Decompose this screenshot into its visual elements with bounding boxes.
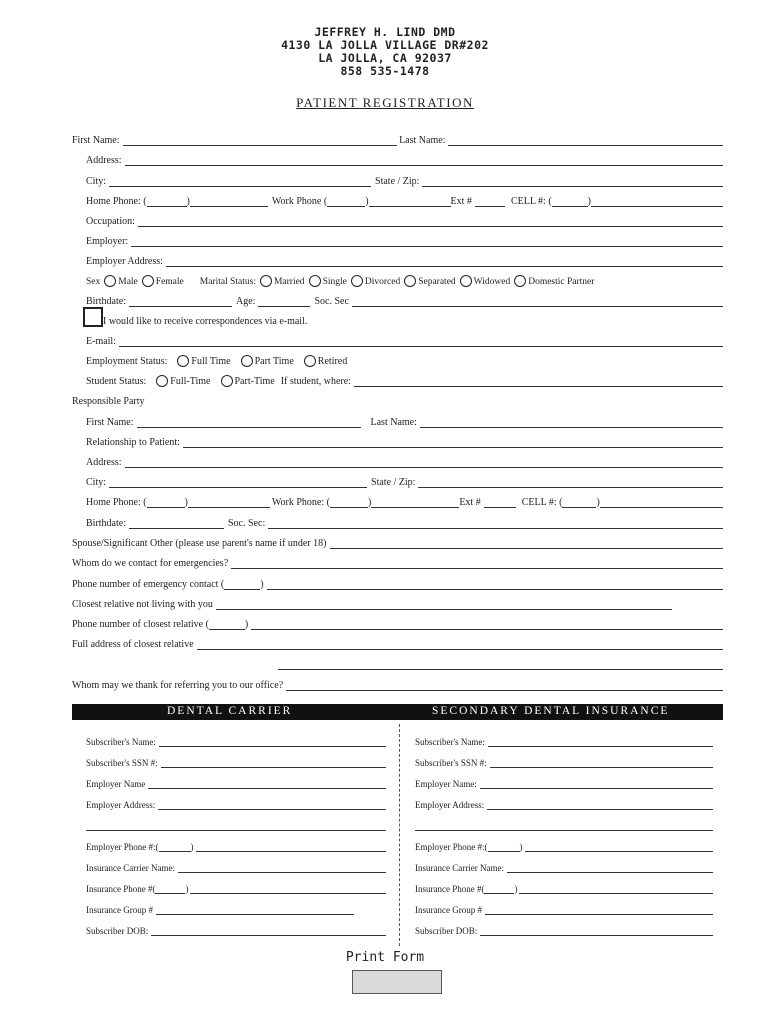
home-phone-area[interactable] (147, 196, 187, 207)
row-si-employer-phone: Employer Phone #:( ) (415, 838, 713, 852)
rp-home-phone-field[interactable] (188, 497, 270, 508)
address-label: Address: (86, 155, 122, 166)
row-emergency-contact (72, 555, 723, 569)
occupation-field[interactable] (138, 216, 723, 227)
email-label: E-mail: (86, 336, 116, 347)
single-label: Single (322, 277, 347, 287)
rp-work-phone-area[interactable] (330, 497, 368, 508)
dental-carrier-heading: DENTAL CARRIER (167, 705, 293, 717)
si-employer-name-label: Employer Name: (415, 779, 477, 789)
row-referral (72, 677, 723, 691)
si-carrier-name-label: Insurance Carrier Name: (415, 863, 504, 873)
secondary-insurance-heading: SECONDARY DENTAL INSURANCE (432, 705, 670, 717)
row-pi-carrier-name (86, 859, 386, 873)
si-employer-address-label: Employer Address: (415, 800, 485, 810)
pi-subscriber-dob-label: Subscriber DOB: (86, 926, 149, 936)
row-address (86, 152, 723, 166)
row-patient-name (72, 132, 723, 146)
rp-birthdate-label: Birthdate: (86, 518, 126, 529)
pi-employer-address-label: Employer Address: (86, 800, 156, 810)
spouse-field[interactable] (330, 538, 723, 549)
si-insurance-phone-label: Insurance Phone #( (415, 884, 485, 894)
row-pi-subscriber-ssn (86, 754, 386, 768)
email-opt-in-checkbox[interactable] (83, 307, 103, 327)
ext-label: Ext # (450, 196, 472, 207)
rp-cell-label: CELL #: ( (521, 497, 563, 508)
si-subscriber-ssn-field[interactable] (490, 757, 713, 768)
rp-work-phone-label: Work Phone: ( (271, 497, 330, 508)
student-full-time-label: Full-Time (170, 376, 211, 387)
last-name-field[interactable] (448, 135, 723, 146)
row-rp-relationship (86, 434, 723, 448)
work-phone-area[interactable] (327, 196, 365, 207)
pi-employer-name-field[interactable] (148, 778, 386, 789)
domestic-partner-radio[interactable] (514, 275, 526, 287)
row-si-subscriber-name (415, 733, 713, 747)
pi-subscriber-ssn-label: Subscriber's SSN #: (86, 758, 158, 768)
relative-address-label: Full address of closest relative (72, 639, 194, 650)
row-closest-relative (72, 596, 672, 610)
employer-label: Employer: (86, 236, 129, 247)
row-pi-employer-address-2 (86, 817, 386, 831)
student-full-time-radio[interactable] (156, 375, 168, 387)
first-name-label: First Name: (72, 135, 120, 146)
print-form-button[interactable] (352, 970, 442, 994)
closest-relative-label: Closest relative not living with you (72, 599, 213, 610)
row-rp-address (86, 454, 723, 468)
city-field[interactable] (109, 176, 371, 187)
male-radio[interactable] (104, 275, 116, 287)
si-employer-phone-label: Employer Phone #:( (415, 842, 488, 852)
row-spouse (72, 535, 723, 549)
row-city (86, 173, 723, 187)
soc-sec-field[interactable] (352, 296, 723, 307)
female-radio[interactable] (142, 275, 154, 287)
row-si-subscriber-ssn (415, 754, 713, 768)
divorced-label: Divorced (364, 277, 401, 287)
row-si-employer-name (415, 775, 713, 789)
separated-radio[interactable] (404, 275, 416, 287)
emergency-phone-area[interactable] (224, 579, 260, 590)
row-pi-insurance-phone: Insurance Phone #( ) (86, 880, 386, 894)
row-pi-employer-address (86, 796, 386, 810)
pi-insurance-phone-label: Insurance Phone #( (86, 884, 156, 894)
rp-address-field[interactable] (125, 457, 723, 468)
employer-address-label: Employer Address: (86, 256, 163, 267)
rp-work-phone-field[interactable] (371, 497, 459, 508)
pi-subscriber-ssn-field[interactable] (161, 757, 386, 768)
si-subscriber-dob-label: Subscriber DOB: (415, 926, 478, 936)
relative-address-field[interactable] (197, 639, 723, 650)
rp-home-phone-area[interactable] (147, 497, 185, 508)
practice-street: 4130 LA JOLLA VILLAGE DR#202 (281, 38, 489, 52)
if-student-label: If student, where: (280, 376, 351, 387)
row-rp-city (86, 474, 723, 488)
address-field[interactable] (125, 155, 723, 166)
pi-employer-address-field[interactable] (158, 799, 386, 810)
state-zip-field[interactable] (422, 176, 723, 187)
si-employer-phone-field[interactable] (525, 841, 714, 852)
domestic-partner-label: Domestic Partner (528, 277, 595, 287)
home-phone-field[interactable] (190, 196, 268, 207)
row-birthdate (86, 293, 723, 307)
referral-field[interactable] (286, 680, 723, 691)
widowed-label: Widowed (473, 277, 511, 287)
relative-phone-label: Phone number of closest relative ( (72, 619, 209, 630)
part-time-label: Part Time (254, 356, 294, 367)
responsible-party-heading: Responsible Party (72, 396, 145, 407)
rp-state-zip-label: State / Zip: (371, 477, 416, 488)
employment-status-label: Employment Status: (86, 356, 168, 367)
insurance-header-band (72, 704, 723, 720)
emergency-contact-label: Whom do we contact for emergencies? (72, 558, 229, 569)
separated-label: Separated (418, 277, 456, 287)
row-si-employer-address (415, 796, 713, 810)
row-employment-status (86, 353, 347, 367)
rp-cell-field[interactable] (600, 497, 723, 508)
student-part-time-radio[interactable] (221, 375, 233, 387)
si-insurance-group-label: Insurance Group # (415, 905, 482, 915)
pi-subscriber-dob-field[interactable] (151, 925, 386, 936)
insurance-column-divider (399, 724, 400, 946)
first-name-field[interactable] (123, 135, 398, 146)
rp-home-phone-label: Home Phone: ( (86, 497, 147, 508)
si-insurance-phone-area[interactable] (484, 883, 514, 894)
cell-field[interactable] (591, 196, 723, 207)
referral-label: Whom may we thank for referring you to our office? (72, 680, 284, 691)
part-time-radio[interactable] (241, 355, 253, 367)
row-phones: Home Phone: ( ) Work Phone ( ) Ext # CELL #: ( ) (86, 193, 723, 207)
rp-state-zip-field[interactable] (418, 477, 723, 488)
rp-last-name-field[interactable] (420, 417, 723, 428)
row-si-employer-address-2 (415, 817, 713, 831)
row-si-insurance-group (415, 901, 713, 915)
rp-city-field[interactable] (109, 477, 367, 488)
practice-header (0, 26, 770, 78)
row-sex-marital (86, 273, 726, 287)
emergency-phone-label: Phone number of emergency contact ( (72, 579, 225, 590)
si-insurance-group-field[interactable] (485, 904, 713, 915)
divorced-radio[interactable] (351, 275, 363, 287)
age-label: Age: (236, 296, 256, 307)
si-subscriber-dob-field[interactable] (480, 925, 713, 936)
full-time-radio[interactable] (177, 355, 189, 367)
row-employer (86, 233, 723, 247)
si-subscriber-ssn-label: Subscriber's SSN #: (415, 758, 487, 768)
practice-city: LA JOLLA, CA 92037 (318, 51, 452, 65)
emergency-contact-field[interactable] (231, 558, 723, 569)
practice-phone: 858 535-1478 (340, 64, 430, 78)
si-employer-address-field[interactable] (487, 799, 713, 810)
rp-ext-label: Ext # (459, 497, 481, 508)
si-insurance-phone-field[interactable] (519, 883, 713, 894)
row-si-carrier-name (415, 859, 713, 873)
si-carrier-name-field[interactable] (507, 862, 713, 873)
student-status-label: Student Status: (86, 376, 147, 387)
school-field[interactable] (354, 376, 723, 387)
rp-address-label: Address: (86, 457, 122, 468)
si-employer-phone-area[interactable] (488, 841, 520, 852)
married-label: Married (273, 277, 305, 287)
rp-ext-field[interactable] (484, 497, 516, 508)
rp-first-name-field[interactable] (137, 417, 361, 428)
row-employer-address (86, 253, 723, 267)
rp-city-label: City: (86, 477, 107, 488)
pi-carrier-name-label: Insurance Carrier Name: (86, 863, 175, 873)
spouse-label: Spouse/Significant Other (please use parent's name if under 18) (72, 538, 327, 549)
retired-radio[interactable] (304, 355, 316, 367)
form-title: PATIENT REGISTRATION (296, 95, 474, 110)
married-radio[interactable] (260, 275, 272, 287)
marital-status-label: Marital Status: (199, 277, 256, 287)
emergency-phone-field[interactable] (267, 579, 723, 590)
work-phone-label: Work Phone ( (271, 196, 328, 207)
student-part-time-label: Part-Time (234, 376, 275, 387)
row-pi-employer-phone: Employer Phone #:( ) (86, 838, 386, 852)
rp-last-name-label: Last Name: (370, 417, 417, 428)
employer-address-field[interactable] (166, 256, 723, 267)
pi-insurance-group-label: Insurance Group # (86, 905, 153, 915)
email-opt-in-label: I would like to receive correspondences via e-mail. (103, 316, 308, 327)
pi-employer-phone-label: Employer Phone #:( (86, 842, 159, 852)
pi-insurance-phone-area[interactable] (155, 883, 185, 894)
rp-relationship-field[interactable] (183, 437, 723, 448)
print-form-label: Print Form (345, 950, 425, 965)
pi-employer-phone-field[interactable] (196, 841, 387, 852)
pi-carrier-name-field[interactable] (178, 862, 386, 873)
row-si-subscriber-dob (415, 922, 713, 936)
row-pi-subscriber-dob (86, 922, 386, 936)
state-zip-label: State / Zip: (375, 176, 420, 187)
pi-employer-address-field-2[interactable] (86, 820, 386, 831)
row-relative-phone: Phone number of closest relative ( ) (72, 616, 723, 630)
relative-phone-area[interactable] (209, 619, 245, 630)
si-employer-address-field-2[interactable] (415, 820, 713, 831)
row-si-insurance-phone: Insurance Phone #( ) (415, 880, 713, 894)
row-rp-phones: Home Phone: ( ) Work Phone: ( ) Ext # CELL #: ( ) (86, 494, 723, 508)
rp-relationship-label: Relationship to Patient: (86, 437, 180, 448)
pi-insurance-phone-field[interactable] (190, 883, 386, 894)
si-employer-name-field[interactable] (480, 778, 713, 789)
relative-phone-field[interactable] (251, 619, 723, 630)
city-label: City: (86, 176, 107, 187)
employer-field[interactable] (131, 236, 723, 247)
pi-subscriber-name-field[interactable] (159, 736, 386, 747)
sex-label: Sex (86, 277, 101, 287)
birthdate-field[interactable] (129, 296, 232, 307)
female-label: Female (155, 277, 184, 287)
row-rp-birthdate (86, 515, 723, 529)
pi-employer-phone-area[interactable] (159, 841, 191, 852)
relative-address-field-2[interactable] (278, 659, 723, 670)
rp-first-name-label: First Name: (86, 417, 134, 428)
birthdate-label: Birthdate: (86, 296, 126, 307)
last-name-label: Last Name: (399, 135, 446, 146)
widowed-radio[interactable] (460, 275, 472, 287)
male-label: Male (118, 277, 138, 287)
pi-subscriber-name-label: Subscriber's Name: (86, 737, 156, 747)
rp-birthdate-field[interactable] (129, 518, 224, 529)
soc-sec-label: Soc. Sec (314, 296, 349, 307)
email-field[interactable] (119, 336, 723, 347)
si-subscriber-name-field[interactable] (488, 736, 713, 747)
row-emergency-phone: Phone number of emergency contact ( ) (72, 576, 723, 590)
pi-insurance-group-field[interactable] (156, 904, 354, 915)
rp-soc-sec-field[interactable] (268, 518, 723, 529)
row-email-opt-in (103, 313, 307, 327)
rp-cell-area[interactable] (562, 497, 596, 508)
practice-name: JEFFREY H. LIND DMD (314, 25, 456, 39)
row-email (86, 333, 723, 347)
age-field[interactable] (258, 296, 310, 307)
home-phone-label: Home Phone: ( (86, 196, 147, 207)
si-subscriber-name-label: Subscriber's Name: (415, 737, 485, 747)
occupation-label: Occupation: (86, 216, 135, 227)
retired-label: Retired (317, 356, 348, 367)
row-relative-address (72, 636, 723, 650)
cell-label: CELL #: ( (510, 196, 552, 207)
row-student-status (86, 373, 723, 387)
single-radio[interactable] (309, 275, 321, 287)
row-pi-insurance-group (86, 901, 354, 915)
row-pi-employer-name (86, 775, 386, 789)
row-rp-name (86, 414, 723, 428)
closest-relative-field[interactable] (216, 599, 672, 610)
ext-field[interactable] (475, 196, 505, 207)
row-occupation (86, 213, 723, 227)
pi-employer-name-label: Employer Name (86, 779, 146, 789)
rp-soc-sec-label: Soc. Sec: (228, 518, 266, 529)
full-time-label: Full Time (191, 356, 231, 367)
cell-area[interactable] (552, 196, 588, 207)
row-pi-subscriber-name (86, 733, 386, 747)
row-relative-address-2 (278, 656, 723, 670)
work-phone-field[interactable] (369, 196, 451, 207)
